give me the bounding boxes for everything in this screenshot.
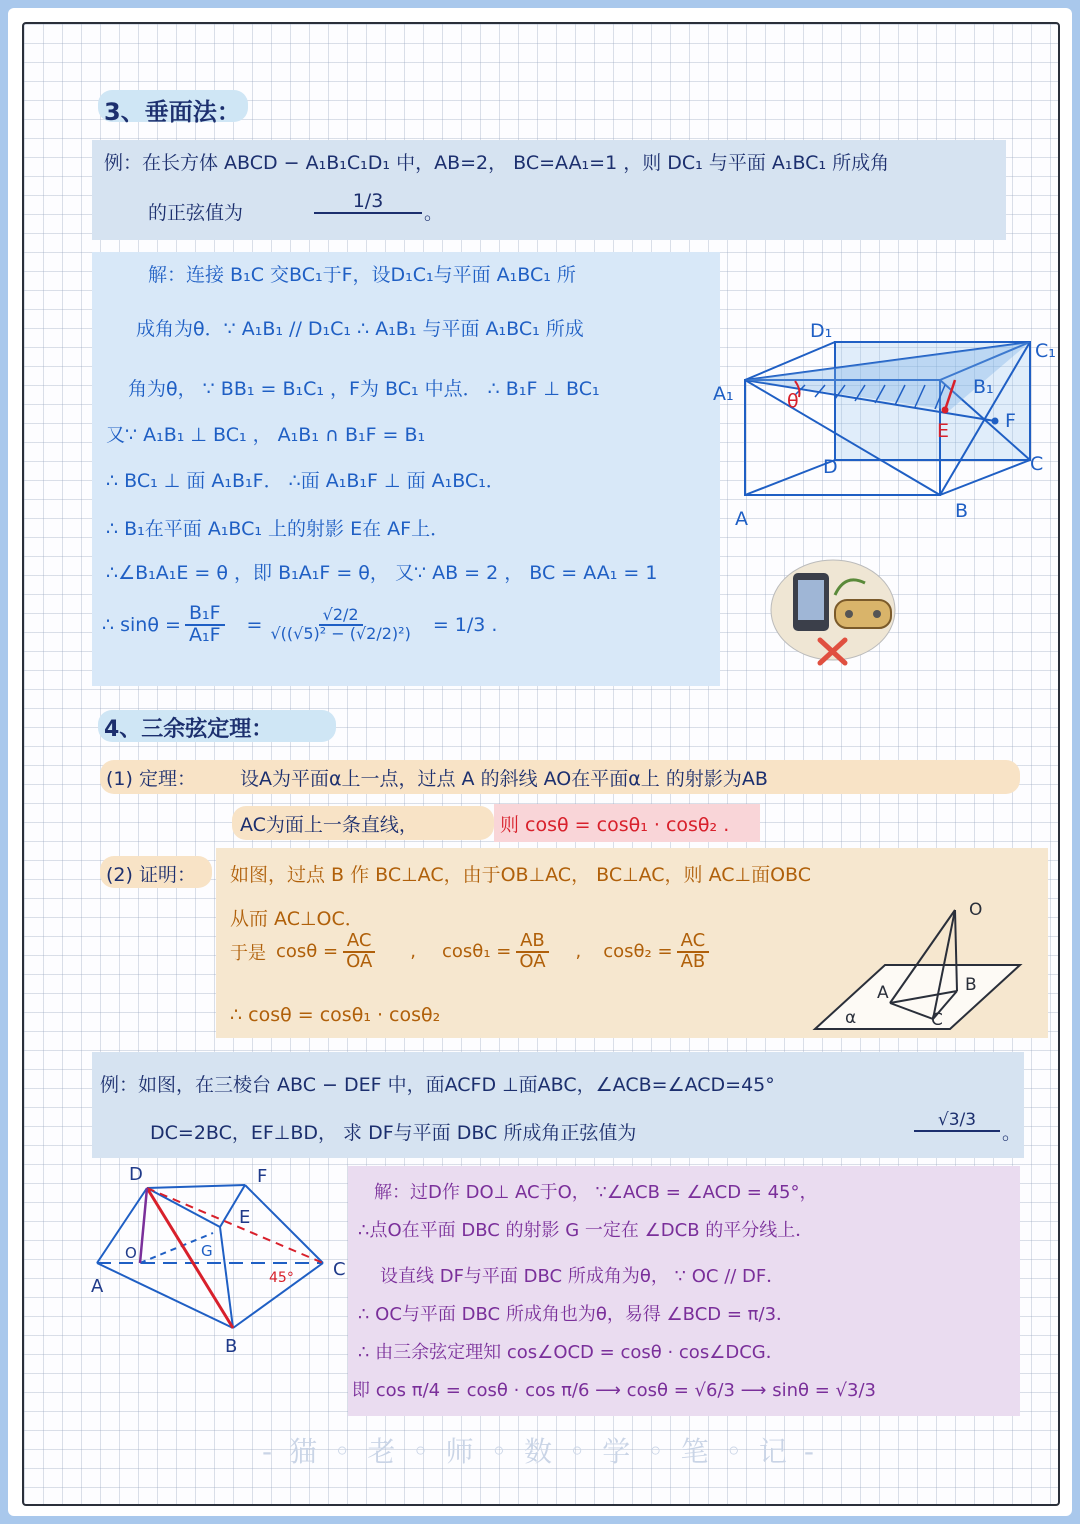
label-G: G [201,1242,213,1260]
label-theta: θ [787,390,799,412]
solution-1-line: ∴ BC₁ ⊥ 面 A₁B₁F． ∴面 A₁B₁F ⊥ 面 A₁BC₁． [106,470,505,492]
example-1-period: 。 [424,202,444,224]
solution-2-line: 设直线 DF与平面 DBC 所成角为θ， ∵ OC // DF． [380,1266,785,1287]
solution-1-line: 角为θ， ∵ BB₁ = B₁C₁ ，F为 BC₁ 中点． ∴ B₁F ⊥ BC₁ [128,378,600,400]
fraction: $\frac{AC}{AB}$ [677,932,710,972]
fraction: $\frac{√2/2}{\text{√((√5)² − (√2/2)²)}}$ [270,605,411,643]
sin-formula: ∴ sinθ = $\frac{\text{B₁F}}{\text{A₁F}}$ = $\frac{√2/2}{\text{√((√5)² − (√2/2)²)}}$ = 1/3 . [102,602,498,646]
label-A: A [91,1276,104,1297]
cuboid-diagram [705,315,1065,535]
example-2-answer: √3/3 [914,1110,1000,1132]
three-cosine-diagram [805,895,1035,1035]
label-B: B [965,975,977,995]
no-phone-sticker [765,555,905,675]
theorem-tag: (1) 定理： [106,768,196,790]
fraction: $\frac{AB}{OA}$ [515,932,549,972]
proof-line-4: ∴ cosθ = cosθ₁ · cosθ₂ [230,1004,441,1026]
section-3-heading: 3、垂面法： [104,98,241,126]
section-4-heading: 4、三余弦定理： [104,717,274,742]
label-O: O [969,900,983,920]
label-E: E [937,420,950,442]
example-1-line-2: 的正弦值为 [148,202,244,224]
label-B: B [955,500,969,522]
theorem-conclusion-box [494,804,760,842]
frustum-diagram [85,1160,355,1360]
solution-1-line: ∴ B₁在平面 A₁BC₁ 上的射影 E在 AF上． [106,518,450,540]
label-B1: B₁ [973,376,994,398]
solution-2-line: ∴点O在平面 DBC 的射影 G 一定在 ∠DCB 的平分线上． [358,1220,814,1241]
solution-1-box [92,252,720,686]
solution-1-line: ∴∠B₁A₁E = θ ，即 B₁A₁F = θ， 又∵ AB = 2 ， BC = AA₁ = 1 [106,562,658,584]
label-A: A [735,508,748,530]
solution-2-box [348,1166,1020,1416]
label-C: C [931,1010,943,1030]
label-O: O [125,1244,137,1262]
label-D1: D₁ [810,320,833,342]
label-A: A [877,983,889,1003]
theorem-line-2: AC为面上一条直线， [240,814,418,836]
proof-tag: (2) 证明： [106,864,196,886]
label-D: D [823,456,838,478]
label-F: F [1005,410,1016,432]
label-45deg: 45° [269,1270,294,1286]
proof-line-3: 于是 cosθ = $\frac{AC}{OA}$ , cosθ₁ = $\frac{AB}{OA}$ , cosθ₂ = $\frac{AC}{AB}$ [230,932,713,972]
solution-1-line: 又∵ A₁B₁ ⊥ BC₁ ， A₁B₁ ∩ B₁F = B₁ [106,424,426,446]
solution-2-line: ∴ OC与平面 DBC 所成角也为θ，易得 ∠BCD = π/3． [358,1304,795,1325]
fraction: $\frac{AC}{OA}$ [342,932,376,972]
sin-lhs: ∴ sinθ = [102,613,181,636]
sin-result: = 1/3 . [432,613,498,636]
example-1-box [92,140,1006,240]
label-E: E [239,1207,251,1228]
gamepad-icon [835,600,891,628]
fraction: $\frac{\text{B₁F}}{\text{A₁F}}$ [185,604,225,646]
example-1-line-1: 例：在长方体 ABCD − A₁B₁C₁D₁ 中，AB=2， BC=AA₁=1 ，则 DC₁ 与平面 A₁BC₁ 所成角 [104,152,890,174]
label-A1: A₁ [713,383,734,405]
label-B: B [225,1336,238,1357]
example-2-line-2: DC=2BC，EF⊥BD， 求 DF与平面 DBC 所成角正弦值为 [150,1122,637,1144]
proof-line-1: 如图，过点 B 作 BC⊥AC，由于OB⊥AC， BC⊥AC，则 AC⊥面OBC [230,864,812,886]
solution-1-line: 解：连接 B₁C 交BC₁于F，设D₁C₁与平面 A₁BC₁ 所 [148,264,576,286]
label-F: F [257,1166,268,1187]
solution-2-line: ∴ 由三余弦定理知 cos∠OCD = cosθ · cos∠DCG． [358,1342,784,1363]
label-alpha: α [845,1008,857,1028]
example-2-period: 。 [1002,1122,1022,1144]
footer-watermark: - 猫 ◦ 老 ◦ 师 ◦ 数 ◦ 学 ◦ 笔 ◦ 记 - [262,1435,818,1468]
theorem-line-1: 设A为平面α上一点，过点 A 的斜线 AO在平面α上 的射影为AB [240,768,768,790]
label-C: C [333,1259,346,1280]
example-2-line-1: 例：如图，在三棱台 ABC − DEF 中，面ACFD ⊥面ABC，∠ACB=∠ACD=45° [100,1074,775,1096]
solution-2-line: 即 cos π/4 = cosθ · cos π/6 ⟶ cosθ = √6/3 ⟶ sinθ = √3/3 [352,1380,876,1401]
label-C1: C₁ [1035,340,1056,362]
example-2-box [92,1052,1024,1158]
label-C: C [1030,453,1044,475]
solution-1-line: 成角为θ．∵ A₁B₁ // D₁C₁ ∴ A₁B₁ 与平面 A₁BC₁ 所成 [136,318,584,340]
solution-2-line: 解：过D作 DO⊥ AC于O， ∵∠ACB = ∠ACD = 45°， [374,1182,818,1203]
example-1-answer: 1/3 [314,190,422,214]
proof-line-2: 从而 AC⊥OC． [230,908,364,930]
label-D: D [129,1164,143,1185]
theorem-conclusion: 则 cosθ = cosθ₁ · cosθ₂ . [500,814,730,836]
